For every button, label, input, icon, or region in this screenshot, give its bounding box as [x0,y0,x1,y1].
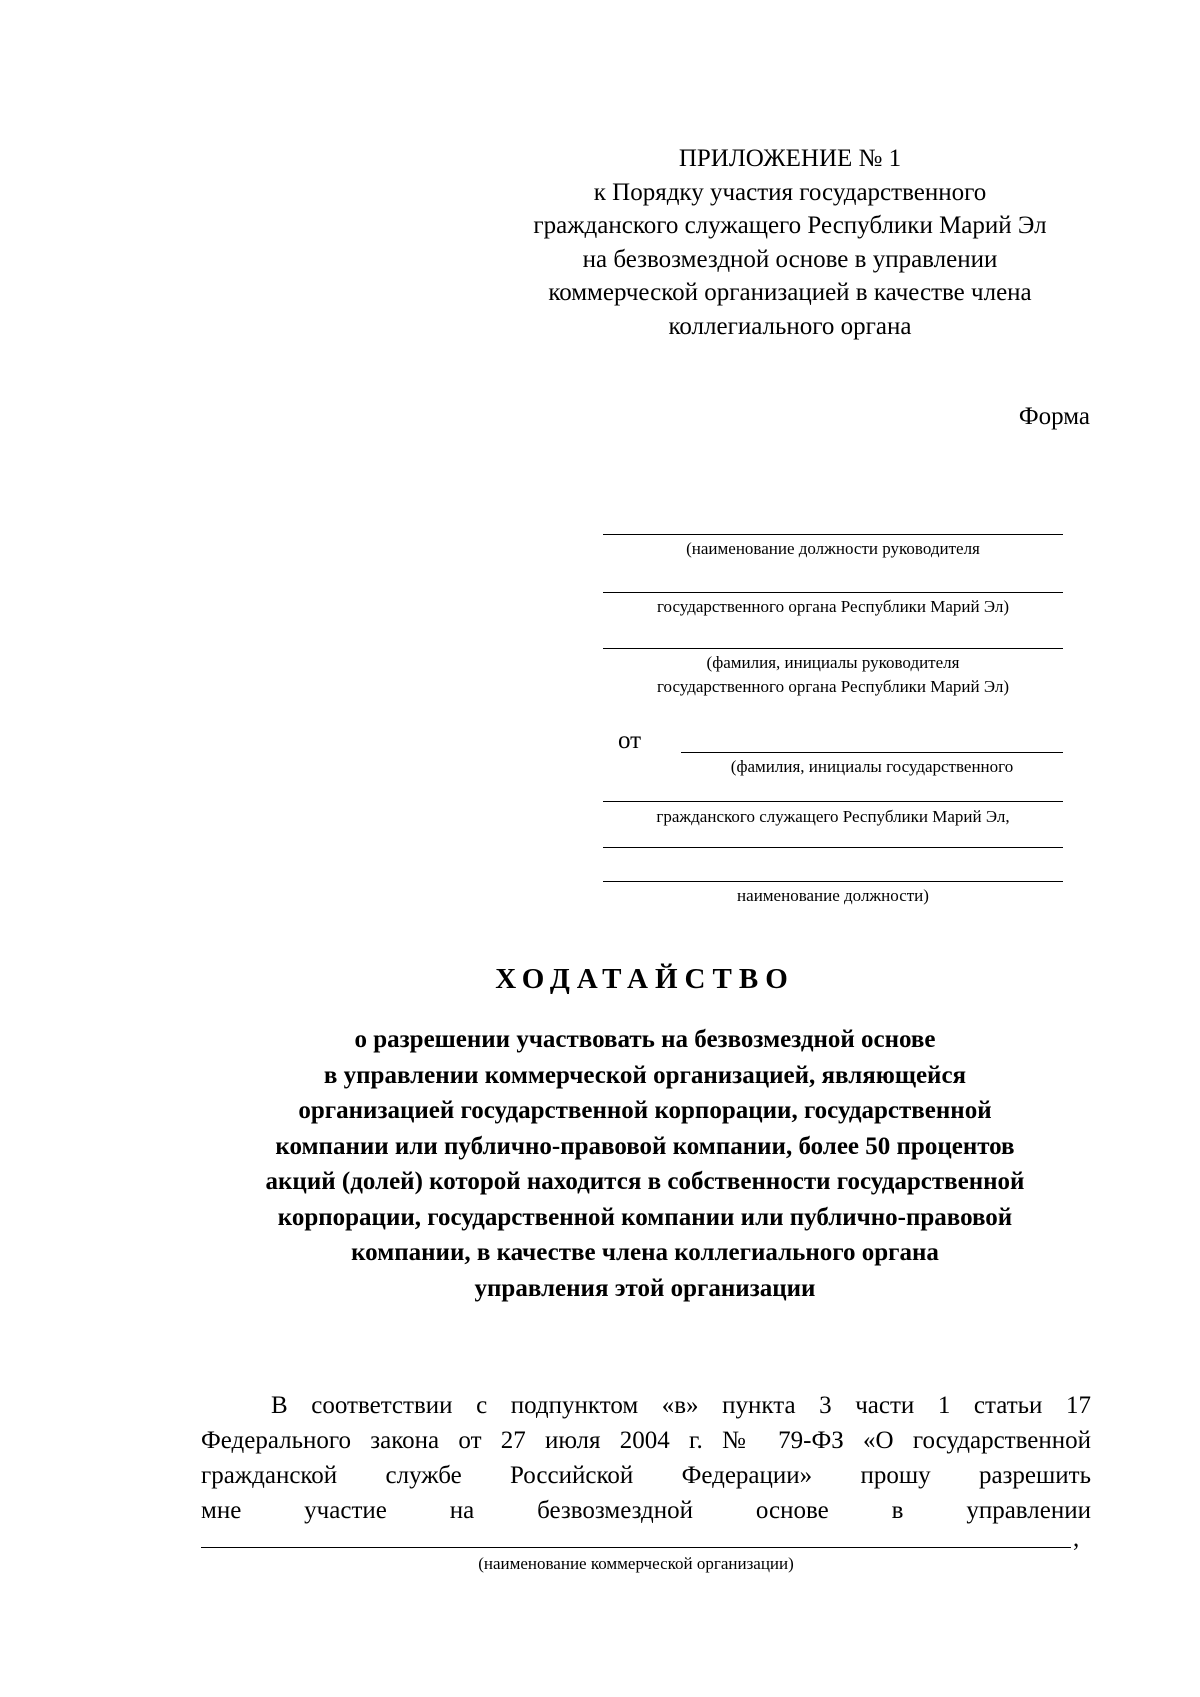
appendix-line: к Порядку участия государственного [593,178,987,206]
appendix-title: ПРИЛОЖЕНИЕ № 1 [678,145,902,172]
servant-name-caption: (фамилия, инициалы государственного [730,757,1014,776]
servant-name-line[interactable] [681,752,1063,753]
body-line: мне участие на безвозмездной основе в управлении [201,1497,1091,1524]
organization-name-line[interactable] [201,1547,1071,1548]
appendix-line: на безвозмездной основе в управлении [582,245,998,273]
head-org-caption: государственного органа Республики Марий Эл) [656,597,1010,616]
body-paragraph [201,1388,1091,1528]
servant-line-3[interactable] [603,847,1063,848]
subtitle-line: корпорации, государственной компании или публично-правовой [277,1203,1013,1231]
subtitle-line: акций (долей) которой находится в собственности государственной [265,1168,1025,1195]
body-line: гражданской службе Российской Федерации» прошу разрешить [201,1462,1091,1489]
head-position-line[interactable] [603,534,1063,535]
appendix-line: коммерческой организацией в качестве члена [548,279,1032,306]
appendix-header [490,142,1090,343]
appendix-line: гражданского служащего Республики Марий Эл [533,212,1047,239]
head-name-caption-2: государственного органа Республики Марий Эл) [656,677,1010,696]
document-subtitle [0,1022,1200,1306]
subtitle-line: компании или публично-правовой компании, более 50 процентов [275,1132,1015,1160]
subtitle-line: организацией государственной корпорации, государственной [298,1097,992,1124]
head-name-caption: (фамилия, инициалы руководителя [706,653,960,672]
servant-position-line[interactable] [603,881,1063,882]
servant-line-2[interactable] [603,801,1063,802]
form-label: Форма [1018,403,1090,430]
appendix-line: коллегиального органа [668,312,912,340]
trailing-comma: , [1073,1525,1080,1552]
body-line: Федерального закона от 27 июля 2004 г. № 79-ФЗ «О государственной [201,1427,1091,1454]
servant-caption-2: гражданского служащего Республики Марий Эл, [656,807,1010,826]
body-line: В соответствии с подпунктом «в» пункта 3 части 1 статьи 17 [271,1392,1091,1419]
subtitle-line: о разрешении участвовать на безвозмездной основе [354,1026,936,1053]
head-name-line[interactable] [603,648,1063,649]
from-label: от [618,727,642,754]
subtitle-line: управления этой организации [474,1274,816,1302]
subtitle-line: компании, в качестве члена коллегиального органа [351,1239,939,1266]
organization-name-caption: (наименование коммерческой организации) [478,1554,794,1573]
servant-position-caption: наименование должности) [737,886,929,905]
head-org-line[interactable] [603,592,1063,593]
head-position-caption: (наименование должности руководителя [686,539,980,558]
document-title: ХОДАТАЙСТВО [495,963,795,995]
subtitle-line: в управлении коммерческой организацией, являющейся [323,1061,967,1089]
